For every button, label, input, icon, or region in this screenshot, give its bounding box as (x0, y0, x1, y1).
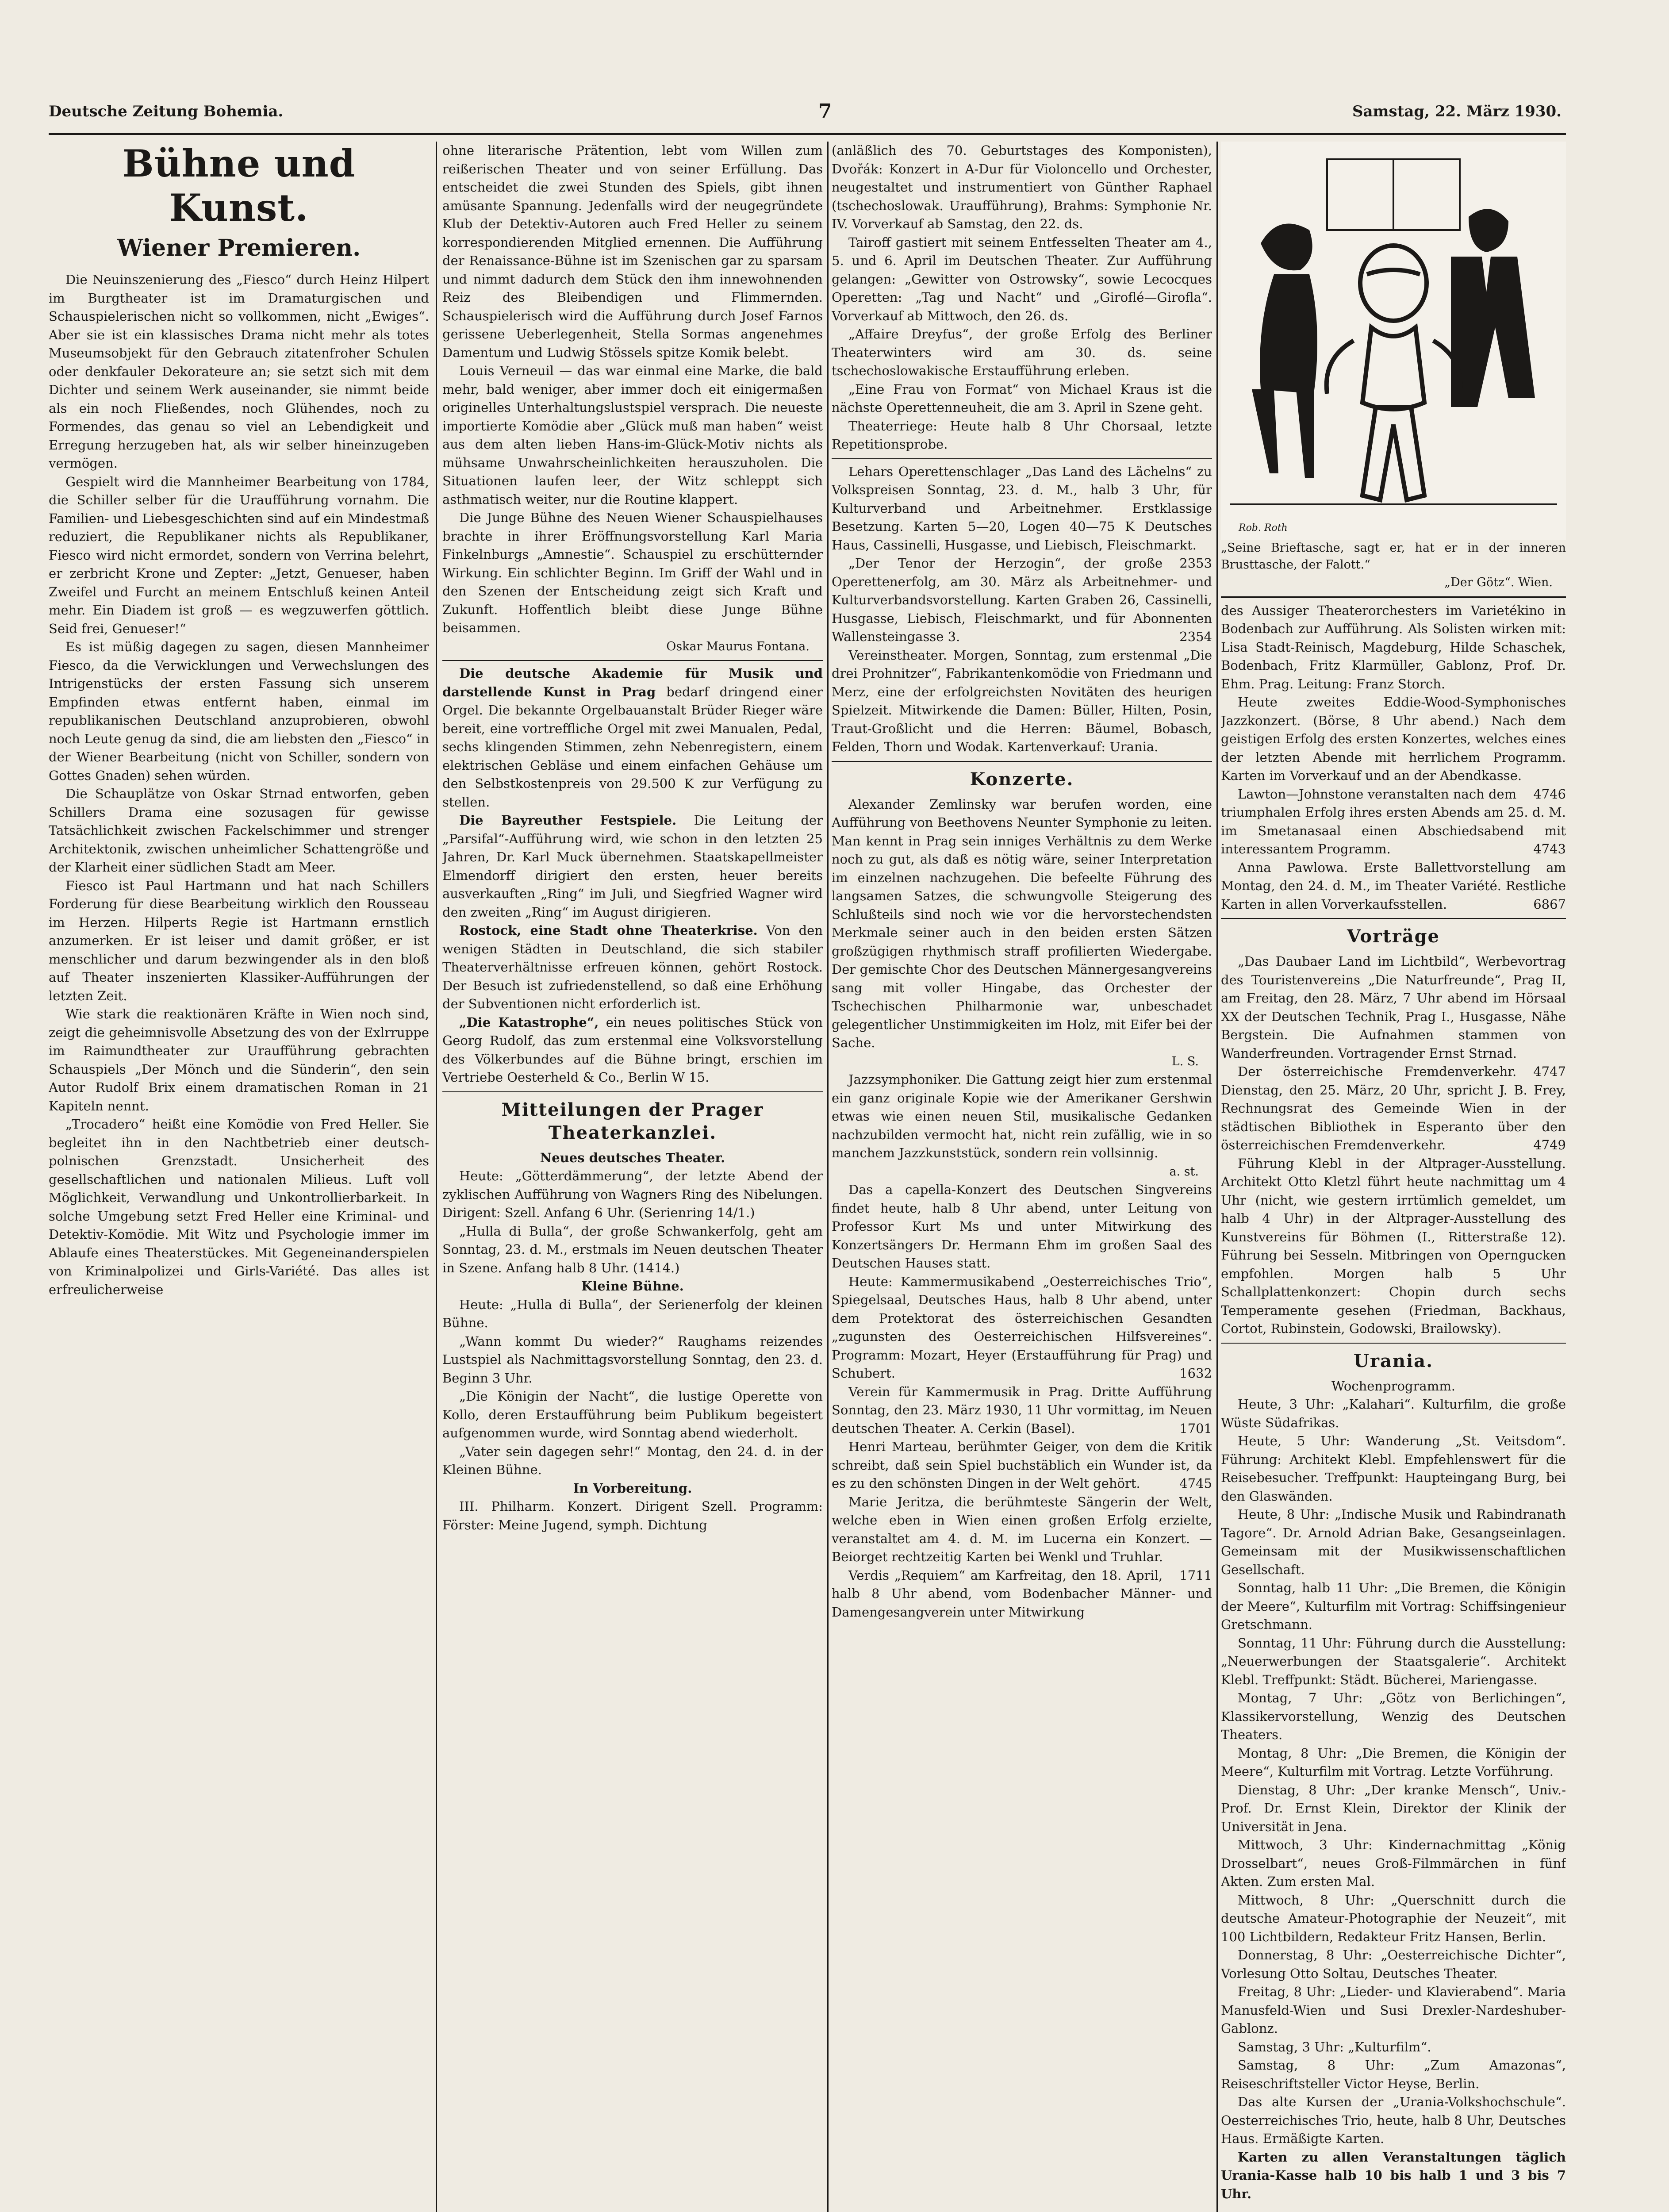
notice-text: Lehars Operettenschlager „Das Land des Lächelns“ zu Volkspreisen Sonntag, 23. d. M., halb 3 Uhr, für Kulturverband und Arbeitnehmer. Erstklassige Besetzung. Karten 5—20, Logen 40—75 K Deutsches Haus, Cassinelli, Husgasse, und Liebisch, Fleischmarkt. (832, 464, 1212, 553)
paragraph: „Affaire Dreyfus“, der große Erfolg des Berliner Theaterwinters wird am 30. ds. seine tschechoslowakische Erstaufführung erleben. (832, 326, 1212, 378)
notice-text: Lawton—Johnstone veranstalten nach dem triumphalen Erfolg ihres ersten Abends am 25. d. M. im Smetanasaal einen Abschiedsabend mit interessantem Programm. (1221, 786, 1566, 856)
program-item: Dienstag, 8 Uhr: „Der kranke Mensch“, Univ.-Prof. Dr. Ernst Klein, Direktor der Klinik der Universität in Jena. (1221, 1782, 1566, 1834)
masthead-date: Samstag, 22. März 1930. (1352, 103, 1562, 120)
paragraph: „Trocadero“ heißt eine Komödie von Fred Heller. Sie begleitet ihn in den Nachtbetrieb einer deutsch-polnischen Grenzstadt. Unsicherheit des gesellschaftlichen und nationalen Milieus. Luft voll Möglichkeit, Verwandlung und Unkontrollierbarkeit. In solche Umgebung setzt Fred Heller eine Kriminal- und Detektiv-Komödie. Mit Witz und Psychologie immer im Ablaufe eines Theaterstückes. Mit Gegeneinanderspielen von Kriminalpolizei und Girls-Variété. Das alles ist erfreulicherweise (49, 1117, 429, 1297)
notice-number: 1711 (1179, 1567, 1212, 1583)
review: Jazzsymphoniker. Die Gattung zeigt hier zum erstenmal ein ganz originale Kopie wie der Amerikaner Gershwin etwas wie einen neuen Stil, musikalische Gedanken nachzubilden vermocht hat, nicht rein zufällig, wie in so manchem Jazzkunststück, sondern rein vollsinnig. (832, 1072, 1212, 1160)
item-head: Rostock, eine Stadt ohne Theaterkrise. (459, 923, 758, 938)
masthead-rule (49, 133, 1566, 135)
divider (1221, 596, 1566, 598)
paragraph: Die Schauplätze von Oskar Strnad entworfen, geben Schillers Drama eine sozusagen für gewisse Tatsächlichkeit zwischen Fackelschimmer und strenger Architektonik, zwischen unheimlicher Schattengröße und der Klarheit einer südlichen Stadt am Meer. (49, 786, 429, 875)
notice-text: Der österreichische Fremdenverkehr. Dienstag, den 25. März, 20 Uhr, spricht J. B. Frey, Rechnungsrat des Gemeinde Wien in der städtischen Bibliothek in Esperanto über den österreichischen Fremdenverkehr. (1221, 1064, 1566, 1152)
divider (832, 761, 1212, 762)
notice-number: 4746 (1533, 786, 1566, 802)
paragraph: „Eine Frau von Format“ von Michael Kraus ist die nächste Operettenneuheit, die am 3. April in Szene geht. (832, 381, 1212, 415)
column-4 (1221, 142, 1566, 2212)
notice-number: 4745 (1179, 1476, 1212, 1491)
notice (1221, 602, 1566, 694)
notice-text: Verein für Kammermusik in Prag. Dritte Aufführung Sonntag, den 23. März 1930, 11 Uhr vormittag, im Neuen deutschen Theater. A. Cerkin (Basel). (832, 1384, 1212, 1436)
notice-number: 2354 (1179, 629, 1212, 644)
program-item: Montag, 8 Uhr: „Die Bremen, die Königin der Meere“, Kulturfilm mit Vortrag. Letzte Vorführung. (1221, 1745, 1566, 1779)
notice (1221, 1063, 1566, 1155)
notice (832, 1273, 1212, 1383)
item-head: Die Bayreuther Festspiele. (459, 813, 677, 828)
notice-number: 1701 (1179, 1421, 1212, 1436)
cartoon-source: „Der Götz“. Wien. (1444, 576, 1553, 589)
article-title: Wiener Premieren. (117, 234, 361, 261)
divider (832, 458, 1212, 459)
program-item: Freitag, 8 Uhr: „Lieder- und Klavierabend“. Maria Manusfeld-Wien und Susi Drexler-Nardeshuber-Gablonz. (1221, 1984, 1566, 2036)
news-item (442, 922, 823, 1014)
paragraph: (anläßlich des 70. Geburtstages des Komponisten), Dvořák: Konzert in A-Dur für Violoncello und Orchester, neugestaltet und instrumentiert von Günther Raphael (tschechoslowak. Uraufführung), Brahms: Symphonie Nr. IV. Vorverkauf ab Samstag, den 22. ds. (832, 143, 1212, 231)
divider (442, 660, 823, 661)
notice-text: des Aussiger Theaterorchesters im Varietékino in Bodenbach zur Aufführung. Als Solisten wirken mit: Lisa Stadt-Reinisch, Magdeburg, Hilde Schaschek, Bodenbach, Fritz Klarmüller, Gablonz, Prof. Dr. Ehm. Prag. Leitung: Franz Storch. (1221, 603, 1566, 691)
page-number: 7 (818, 100, 832, 123)
program-item: Samstag, 8 Uhr: „Zum Amazonas“, Reiseschriftsteller Victor Heyse, Berlin. (1221, 2058, 1566, 2091)
notice: Heute: „Götterdämmerung“, der letzte Abend der zyklischen Aufführung von Wagners Ring des Nibelungen. Dirigent: Szell. Anfang 6 Uhr. (Serienring 14/1.) (442, 1168, 823, 1220)
notice: Heute: „Hulla di Bulla“, der Serienerfolg der kleinen Bühne. (442, 1297, 823, 1330)
item-text: Die Leitung der „Parsifal“-Aufführung wird, wie schon in den letzten 25 Jahren, Dr. Karl Muck übernehmen. Staatskapellmeister Elmendorff dirigiert den ersten, heuer bereits ausverkauften „Ring“ im Juli, und Siegfried Wagner wird den zweiten „Ring“ im August dirigieren. (442, 813, 823, 920)
paragraph: Wie stark die reaktionären Kräfte in Wien noch sind, zeigt die geheimnisvolle Absetzung des von der Exlrruppe im Raimundtheater zur Uraufführung gebrachten Schauspiels „Der Mönch und die Sünderin“, den sein Autor Rudolf Brix einem dramatischen Roman in 21 Kapiteln nennt. (49, 1006, 429, 1114)
paragraph: Die Neuinszenierung des „Fiesco“ durch Heinz Hilpert im Burgtheater ist im Dramaturgischen und Schauspielerischen nicht so vollkommen, nicht „Ewiges“. Aber sie ist ein klassisches Drama nicht mehr als totes Museumsobjekt für den Gebrauch zitatenfroher Schulen oder denkfauler Dekorateure an; sie setzt sich mit dem Dichter und seinem Werk auseinander, sie nimmt beide als ein noch Fließendes, noch Glühendes, noch zu Formendes, das genau so viel an Lebendigkeit und Erregung herzugeben hat, als wir selber hineinzugeben vermögen. (49, 272, 429, 471)
item-head: Die deutsche Akademie für Musik und darstellende Kunst in Prag (442, 666, 823, 699)
notice-number: 1632 (1179, 1366, 1212, 1381)
news-item (442, 811, 823, 922)
mitteilungen-title: Mitteilungen der Prager Theaterkanzlei. (501, 1099, 764, 1143)
notice (832, 1383, 1212, 1438)
notice (832, 463, 1212, 571)
subsection-title: In Vorbereitung. (573, 1480, 692, 1496)
item-text: Von den wenigen Städten in Deutschland, die sich stabiler Theaterverhältnisse erfreuen können, gehört Rostock. Der Besuch ist zufriedenstellend, so daß eine Erhöhung der Subventionen nicht erforderlich ist. (442, 923, 823, 1011)
notice (1221, 785, 1566, 859)
notice-number: 2353 (1179, 556, 1212, 571)
notice (832, 1493, 1212, 1583)
cartoon-caption: „Seine Brieftasche, sagt er, hat er in der inneren Brusttasche, der Falott.“ (1221, 541, 1566, 572)
notice-text: Henri Marteau, berühmter Geiger, von dem die Kritik schreibt, daß sein Spiel buchstäblich ein Wunder ist, da es zu den schönsten Dingen in der Welt gehört. (832, 1439, 1212, 1491)
notice-number: 4749 (1533, 1137, 1566, 1152)
notice-number: 6867 (1533, 896, 1566, 912)
subsection-title: Neues deutsches Theater. (540, 1150, 725, 1165)
divider (1221, 918, 1566, 919)
review: Das a capella-Konzert des Deutschen Singvereins findet heute, halb 8 Uhr abend, unter Leitung von Professor Kurt Ms und unter Mitwirkung des Konzertsängers Dr. Hermann Ehm im großen Saal des Deutschen Hauses statt. (832, 1182, 1212, 1271)
program-item: Montag, 7 Uhr: „Götz von Berlichingen“, Klassikervorstellung, Wenzig des Deutschen Theaters. (1221, 1690, 1566, 1742)
notice-text: Anna Pawlowa. Erste Ballettvorstellung am Montag, den 24. d. M., im Theater Variété. Restliche Karten in allen Vorverkaufsstellen. (1221, 860, 1566, 912)
column-divider (436, 142, 437, 2212)
author-signature: L. S. (1171, 1054, 1199, 1068)
konzerte-title: Konzerte. (970, 768, 1074, 790)
program-item: Samstag, 3 Uhr: „Kulturfilm“. (1238, 2039, 1431, 2055)
notice (1221, 1155, 1566, 1338)
notice-text: „Das Daubaer Land im Lichtbild“, Werbevortrag des Touristenvereins „Die Naturfreunde“, Prag II, am Freitag, den 28. März, 7 Uhr abend im Hörsaal XX der Deutschen Technik, Prag I., Husgasse, Nähe Bergstein. Die Aufnahmen stammen von Wanderfreunden. Vortragender Ernst Strnad. (1221, 954, 1566, 1061)
item-text: bedarf dringend einer Orgel. Die bekannte Orgelbauanstalt Brüder Rieger wäre bereit, eine vortreffliche Orgel mit zwei Manualen, Pedal, sechs klingenden Stimmen, zehn Nebenregistern, einem elektrischen Gebläse und einem einfachen Gehäuse um den Selbstkostenpreis von 29.500 K zur Verfügung zu stellen. (442, 684, 823, 810)
notice (1221, 859, 1566, 914)
program-item: Heute, 8 Uhr: „Indische Musik und Rabindranath Tagore“. Dr. Arnold Adrian Bake, Gesangseinlagen. Gemeinsam mit der Musikwissenschaftlichen Gesellschaft. (1221, 1507, 1566, 1577)
notice (832, 554, 1212, 646)
vortraege-title: Vorträge (1347, 926, 1440, 947)
notice: „Die Königin der Nacht“, die lustige Operette von Kollo, deren Erstaufführung beim Publikum begeistert aufgenommen wurde, wird Sonntag abend wiederholt. (442, 1389, 823, 1440)
author-signature: Oskar Maurus Fontana. (666, 639, 810, 653)
notice-text: Heute: Kammermusikabend „Oesterreichisches Trio“, Spiegelsaal, Deutsches Haus, halb 8 Uhr abend, unter dem Protektorat des österreichischen Gesandten „zugunsten des Oesterreichischen Hilfsvereines“. Programm: Mozart, Heyer (Erstaufführung für Prag) und Schubert. (832, 1274, 1212, 1381)
program-item: Karten zu allen Veranstaltungen täglich Urania-Kasse halb 10 bis halb 1 und 3 bis 7 Uhr. (1221, 2149, 1566, 2201)
column-divider (1216, 142, 1218, 2212)
paragraph: ohne literarische Prätention, lebt vom Willen zum reißerischen Theater und von seiner Erfüllung. Das entscheidet die zwei Stunden des Spiels, gibt ihnen amüsante Spannung. Jedenfalls wird der neugegründete Klub der Detektiv-Autoren auch Fred Heller zu seinem korrespondierenden Mitglied ernennen. Die Aufführung der Renaissance-Bühne ist im Szenischen gar zu sparsam und nimmt dadurch dem Stück den ihm innewohnenden Reiz des Bleibendigen und Flimmernden. Schauspielerisch wird die Aufführung durch Josef Farnos gerissene Ueberlegenheit, Stella Sormas angenehmes Damentum und Ludwig Stössels spitze Komik belebt. (442, 143, 823, 360)
notice: „Wann kommt Du wieder?“ Raughams reizendes Lustspiel als Nachmittagsvorstellung Sonntag, den 23. d. Beginn 3 Uhr. (442, 1333, 823, 1386)
paragraph: Louis Verneuil — das war einmal eine Marke, die bald mehr, bald weniger, aber immer doch eit einigermaßen originelles Unterhaltungslustspiel versprach. Die neueste importierte Komödie aber „Glück muß man haben“ weist aus dem alten lieben Hans-im-Glück-Motiv nichts als mühsame Unwahrscheinlichkeiten herauszuholen. Die Situationen laufen leer, der Witz schleppt sich asthmatisch weiter, nur die Routine klappert. (442, 363, 823, 507)
program-item: Mittwoch, 3 Uhr: Kindernachmittag „König Drosselbart“, neues Groß-Filmmärchen in fünf Akten. Zum ersten Mal. (1221, 1837, 1566, 1889)
paragraph: Es ist müßig dagegen zu sagen, diesen Mannheimer Fiesco, da die Verwicklungen und Verwechslungen des Intrigenstücks der ersten Fassung sich unserem Empfinden etwas entfernt haben, einmal im republikanischen Deutschland anzuprobieren, obwohl noch Leute genug da sind, die am liebsten den „Fiesco“ in der Wiener Bearbeitung (nicht von Schiller, sondern von Gottes Gnaden) sehen würden. (49, 639, 429, 783)
notice-text: „Der Tenor der Herzogin“, der große Operettenerfolg, am 30. März als Arbeitnehmer- und Kulturverbandsvorstellung. Karten Graben 26, Cassinelli, Husgasse, Liebisch, Fleischmarkt, und für Abonnenten Wallensteingasse 3. (832, 556, 1212, 644)
notice-number: 4747 (1533, 1064, 1566, 1079)
program-item: Mittwoch, 8 Uhr: „Querschnitt durch die deutsche Amateur-Photographie der Neuzeit“, mit 100 Lichtbildern, Redakteur Fritz Hansen, Berlin. (1221, 1892, 1566, 1944)
paragraph: Tairoff gastiert mit seinem Entfesselten Theater am 4., 5. und 6. April im Deutschen Theater. Zur Aufführung gelangen: „Gewitter von Ostrowsky“, sowie Lecocques Operetten: „Tag und Nacht“ und „Giroflé—Girofla“. Vorverkauf ab Mittwoch, den 26. ds. (832, 234, 1212, 323)
program-item: Das alte Kursen der „Urania-Volkshochschule“. Oesterreichisches Trio, heute, halb 8 Uhr, Deutsches Haus. Ermäßigte Karten. (1221, 2094, 1566, 2146)
review: Alexander Zemlinsky war berufen worden, eine Aufführung von Beethovens Neunter Symphonie zu leiten. Man kennt in Prag sein inniges Verhältnis zu dem Werke noch zu gut, als daß es nötig wäre, seiner Interpretation im einzelnen nachzugehen. Die befeelte Führung des langsamen Satzes, die schwungvolle Steigerung des Schlußteils sind noch wie vor die hervorstechendsten Merkmale seiner auch in den beiden ersten Sätzen großzügigen rhythmisch straff profilierten Wiedergabe. Der gemischte Chor des Deutschen Männergesangvereins sang mit voller Hingabe, das Orchester der Tschechischen Philharmonie war, unbeschadet gelegentlicher Unstimmigkeiten im Holz, mit Eifer bei der Sache. (832, 796, 1212, 1050)
column-divider (827, 142, 829, 2212)
column-1 (49, 142, 429, 2212)
news-item (442, 664, 823, 811)
cartoon-drawing (1221, 142, 1566, 540)
masthead-title: Deutsche Zeitung Bohemia. (49, 103, 284, 120)
notice-text: Heute zweites Eddie-Wood-Symphonisches Jazzkonzert. (Börse, 8 Uhr abend.) Nach dem geistigen Erfolg des ersten Konzertes, welches eines der letzten Abende mit herrlichem Programm. Karten im Vorverkauf und an der Abendkasse. (1221, 695, 1566, 783)
notice (1221, 952, 1566, 1079)
program-item: Donnerstag, 8 Uhr: „Oesterreichische Dichter“, Vorlesung Otto Soltau, Deutsches Theater. (1221, 1947, 1566, 1981)
program-item: Sonntag, halb 11 Uhr: „Die Bremen, die Königin der Meere“, Kulturfilm mit Vortrag: Schiffsingenieur Gretschmann. (1221, 1580, 1566, 1632)
notice (1221, 693, 1566, 802)
notice-text: Verdis „Requiem“ am Karfreitag, den 18. April, halb 8 Uhr abend, vom Bodenbacher Männer- und Damengesangverein unter Mitwirkung (832, 1567, 1212, 1620)
subsection-title: Kleine Bühne. (581, 1279, 684, 1294)
program-item: Heute, 3 Uhr: „Kalahari“. Kulturfilm, die große Wüste Südafrikas. (1221, 1397, 1566, 1430)
notice (832, 646, 1212, 757)
paragraph: Theaterriege: Heute halb 8 Uhr Chorsaal, letzte Repetitionsprobe. (832, 418, 1212, 452)
paragraph: Gespielt wird die Mannheimer Bearbeitung von 1784, die Schiller selber für die Uraufführung vornahm. Die Familien- und Liebesgeschichten sind auf ein Mindestmaß reduziert, die Republikaner nichts als Republikaner, Fiesco wird nicht ermordet, sondern von Verrina belehrt, er zerbricht Krone und Zepter: „Jetzt, Genueser, haben Zweifel und Furcht an meinem Entschluß keinen Anteil mehr. Ein Diadem ist groß — es wegzuwerfen göttlich. Seid frei, Genueser!“ (49, 474, 429, 636)
divider (1221, 1343, 1566, 1344)
notice (832, 1567, 1212, 1622)
cartoon-illustration (1221, 142, 1566, 540)
notice-text: Marie Jeritza, die berühmteste Sängerin der Welt, welche eben in Wien einen großen Erfolg erzielte, veranstaltet am 4. d. M. im Lucerna ein Konzert. — Beiorget rechtzeitig Karten bei Wenkl und Truhlar. (832, 1494, 1212, 1564)
notice-text: Vereinstheater. Morgen, Sonntag, zum erstenmal „Die drei Prohnitzer“, Fabrikantenkomödie von Friedmann und Merz, eine der erfolgreichsten Novitäten des heurigen Spielzeit. Mitwirkende die Damen: Büller, Hilten, Posin, Traut-Großlicht und die Herren: Bäumel, Bobasch, Felden, Thorn und Wodak. Kartenverkauf: Urania. (832, 647, 1212, 754)
paragraph: Fiesco ist Paul Hartmann und hat nach Schillers Forderung für diese Bearbeitung wirklich den Rousseau im Herzen. Hilperts Regie ist Hartmann ernstlich anzumerken. Er ist leiser und damit größer, er ist menschlicher und darum bezwingender als in den bloß auf Theater inszenierten Klassiker-Aufführungen der letzten Zeit. (49, 878, 429, 1003)
urania-subtitle: Wochenprogramm. (1331, 1378, 1455, 1394)
item-head: „Die Katastrophe“, (459, 1014, 599, 1030)
notice: „Hulla di Bulla“, der große Schwankerfolg, geht am Sonntag, 23. d. M., erstmals im Neuen deutschen Theater in Szene. Anfang halb 8 Uhr. (1414.) (442, 1223, 823, 1275)
paragraph: Die Junge Bühne des Neuen Wiener Schauspielhauses brachte in ihrer Eröffnungsvorstellung Karl Maria Finkelnburgs „Amnestie“. Schauspiel zu erschütternder Wirkung. Ein schlichter Beginn. Im Griff der Wahl und in den Szenen der Entscheidung zeigt sich Kraft und Zukunft. Hoffentlich bleibt diese Junge Bühne beisammen. (442, 510, 823, 635)
program-item: Sonntag, 11 Uhr: Führung durch die Ausstellung: „Neuerwerbungen der Staatsgalerie“. Architekt Klebl. Treffpunkt: Städt. Bücherei, Mariengasse. (1221, 1635, 1566, 1687)
cartoon-signature: Rob. Roth (1239, 522, 1288, 534)
divider (442, 1091, 823, 1092)
notice (832, 1438, 1212, 1493)
news-item (442, 1014, 823, 1087)
program-item: Heute, 5 Uhr: Wanderung „St. Veitsdom“. Führung: Architekt Klebl. Empfehlenswert für die Reisebesucher. Treffpunkt: Haupteingang Burg, bei den Glaswänden. (1221, 1433, 1566, 1504)
section-title: Bühne und Kunst. (122, 142, 356, 230)
column-2 (442, 142, 823, 2212)
urania-title: Urania. (1354, 1350, 1433, 1371)
notice-number: 4743 (1533, 841, 1566, 856)
notice-text: Führung Klebl in der Altprager-Ausstellung. Architekt Otto Kletzl führt heute nachmittag um 4 Uhr (nicht, wie gestern irrtümlich gemeldet, um halb 4 Uhr) in der Altprager-Ausstellung des Kunstvereins für Böhmen (I., Ritterstraße 12). Führung bei Sesseln. Mitbringen von Operngucken empfohlen. Morgen halb 5 Uhr Schallplattenkonzert: Chopin durch sechs Temperamente gesehen (Friedman, Backhaus, Cortot, Rubinstein, Godowski, Brailowsky). (1221, 1156, 1566, 1336)
notice: „Vater sein dagegen sehr!“ Montag, den 24. d. in der Kleinen Bühne. (442, 1444, 823, 1477)
author-signature: a. st. (1169, 1164, 1199, 1179)
item-text: ein neues politisches Stück von Georg Rudolf, das zum erstenmal eine Volksvorstellung des Völkerbundes auf die Bühne bringt, erschien im Vertriebe Oesterheld & Co., Berlin W 15. (442, 1014, 823, 1085)
masthead (49, 100, 1562, 125)
notice: III. Philharm. Konzert. Dirigent Szell. Programm: Förster: Meine Jugend, symph. Dichtung (442, 1499, 823, 1532)
column-3 (832, 142, 1212, 2212)
